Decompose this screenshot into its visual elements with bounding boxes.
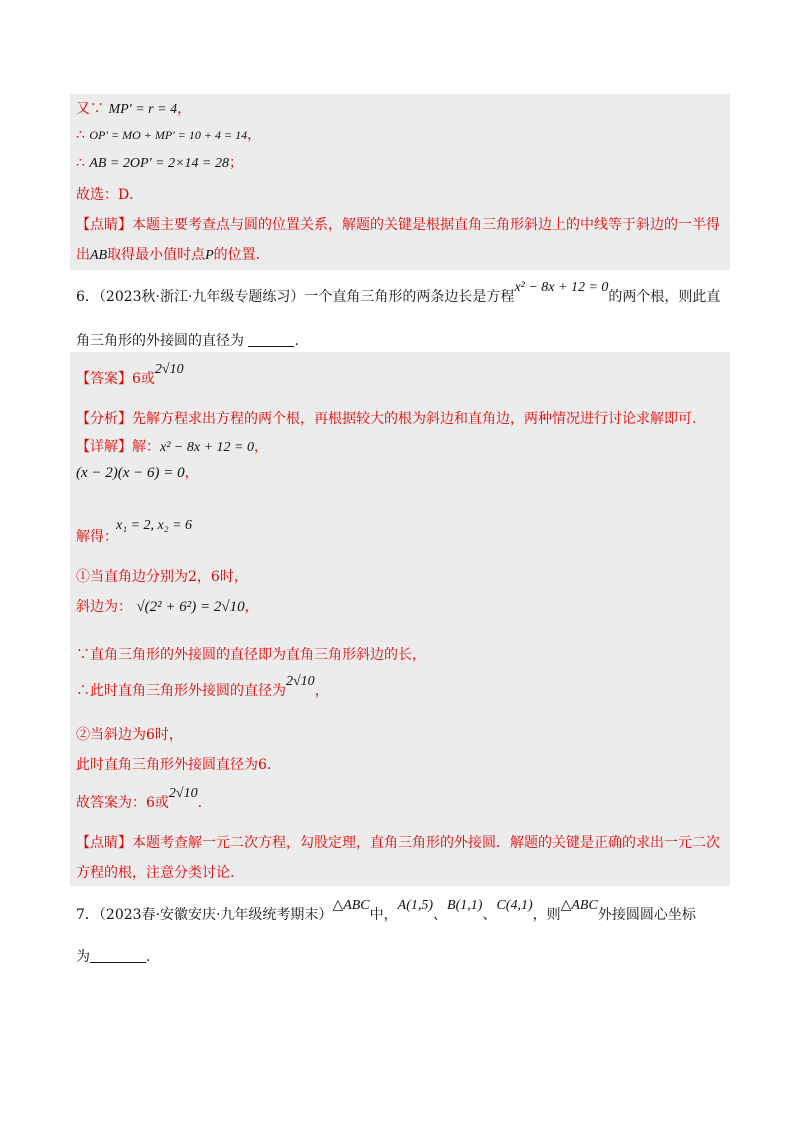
final-answer: 故答案为：6或2√10.: [76, 786, 203, 811]
case-2: ②当斜边为6时，: [76, 727, 183, 743]
question-7-line1: 7．（2023春·安徽安庆·九年级统考期末）△ABC中，A(1,5)、B(1,1)、C(4,1)，则△ABC外接圆圆心坐标: [76, 898, 696, 923]
solution-line: 又∵ MP′ = r = 4，: [76, 101, 192, 117]
conclusion-2: 此时直角三角形外接圆直径为6.: [76, 757, 272, 773]
comment-line: 【点睛】本题主要考查点与圆的位置关系，解题的关键是根据直角三角形斜边上的中线等于斜边的一半得: [76, 217, 720, 233]
conclusion-1: ∴此时直角三角形外接圆的直径为2√10，: [76, 674, 329, 699]
detail-tag: 【详解】: [76, 439, 132, 455]
analysis-tag: 【分析】: [76, 411, 132, 427]
equation: x² − 8x + 12 = 0: [514, 280, 609, 295]
solution-line: 故选：D．: [76, 187, 144, 203]
answer-blank: [248, 332, 294, 347]
answer-blank: [90, 948, 146, 963]
roots-label: 解得：: [76, 529, 118, 545]
comment-tag: 【点睛】: [76, 835, 132, 851]
question-7-line2: 为 .: [76, 949, 151, 965]
answer-tag: 【答案】: [76, 371, 132, 387]
solution-box-q5: [70, 94, 730, 270]
analysis-line: 【分析】先解方程求出方程的两个根，再根据较大的根为斜边和直角边，两种情况进行讨论求解即可.: [76, 411, 697, 427]
question-6-line1: 6．（2023秋·浙江·九年级专题练习）一个直角三角形的两条边长是方程x² − 8x + 12 = 0的两个根，则此直: [76, 280, 721, 305]
detail-line: 【详解】解：x² − 8x + 12 = 0，: [76, 439, 268, 455]
factorization-line: (x − 2)(x − 6) = 0，: [76, 465, 199, 481]
case-1: ①当直角边分别为2，6时，: [76, 569, 248, 585]
reason-line: ∵直角三角形的外接圆的直径即为直角三角形斜边的长，: [76, 647, 426, 663]
roots-math: x₁ = 2, x₂ = 6: [116, 518, 193, 533]
question-6-line2: 角三角形的外接圆的直径为 ．: [76, 333, 309, 349]
comment-line: 出AB取得最小值时点P的位置.: [76, 247, 261, 263]
comment-line: 方程的根，注意分类讨论.: [76, 865, 235, 881]
comment-line: 【点睛】本题考查解一元二次方程，勾股定理，直角三角形的外接圆．解题的关键是正确的求出一元二次: [76, 835, 720, 851]
comment-tag: 【点睛】: [76, 217, 132, 233]
solution-line: ∴ OP′ = MO + MP′ = 10 + 4 = 14，: [76, 127, 262, 143]
answer-line: 【答案】6或2√10: [76, 362, 184, 387]
solution-line: ∴ AB = 2OP′ = 2×14 = 28；: [76, 155, 243, 171]
hypotenuse-line: 斜边为： √(2² + 6²) = 2√10，: [76, 599, 259, 615]
